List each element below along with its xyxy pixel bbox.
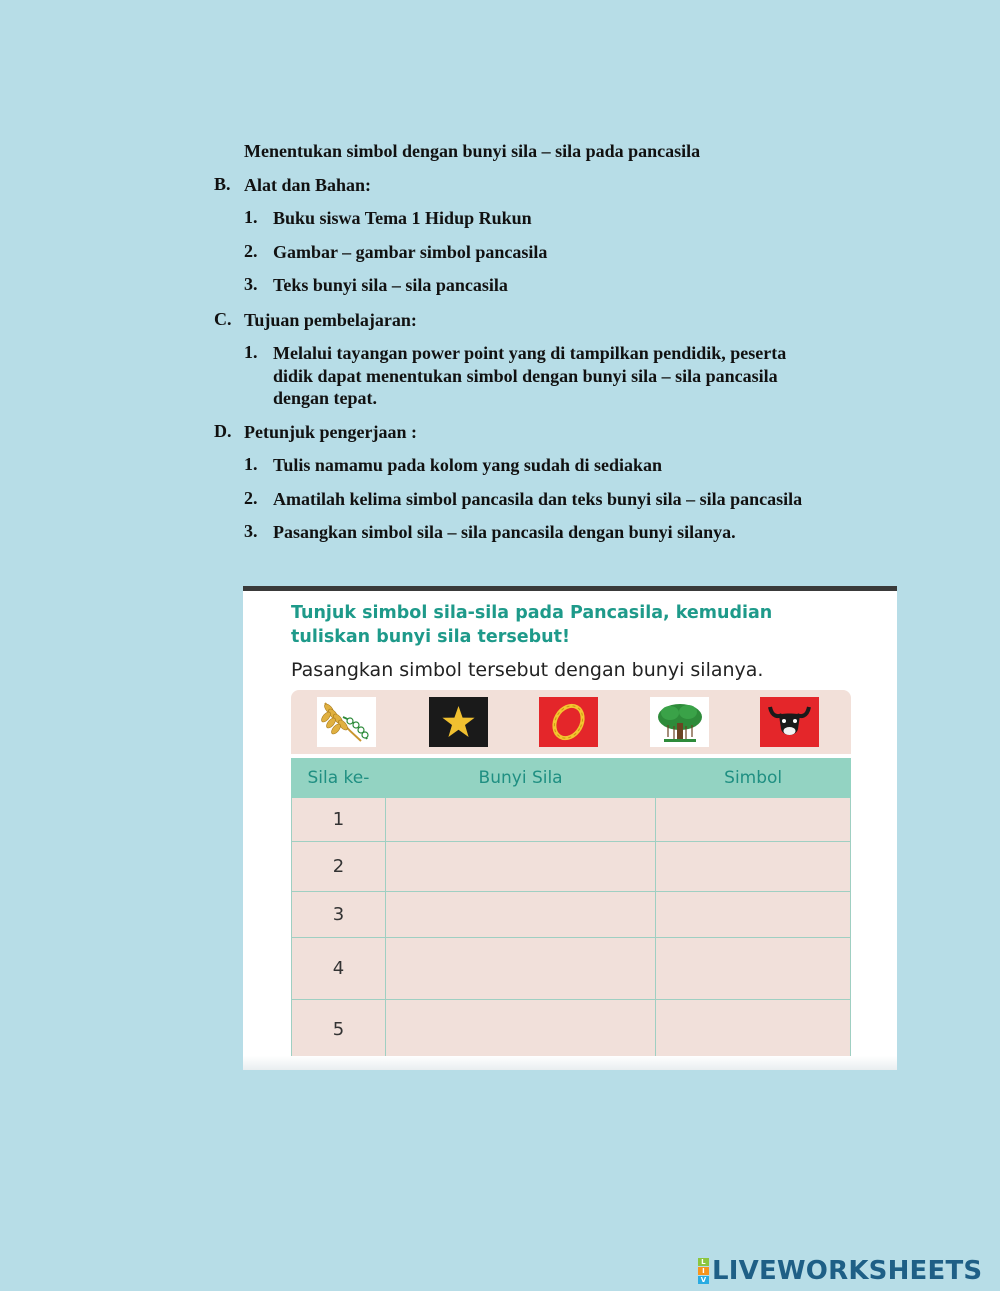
section-d-item-3: Pasangkan simbol sila – sila pancasila dengan bunyi silanya. <box>273 522 736 542</box>
table-row <box>292 798 851 842</box>
section-d-item-1: Tulis namamu pada kolom yang sudah di sediakan <box>273 455 662 475</box>
bunyi-sila-cell[interactable] <box>385 1000 655 1060</box>
star-icon[interactable] <box>429 697 488 747</box>
table-row <box>292 1000 851 1060</box>
bunyi-sila-cell[interactable] <box>385 892 655 938</box>
section-c-item-1-num: 1. <box>244 342 258 362</box>
bull-head-icon[interactable] <box>760 697 819 747</box>
worksheet-panel <box>243 586 897 1070</box>
sila-number: 5 <box>292 1000 386 1060</box>
symbol-strip <box>291 690 851 754</box>
worksheet-instruction-2: Pasangkan simbol tersebut dengan bunyi silanya. <box>291 659 764 681</box>
bunyi-sila-cell[interactable] <box>385 842 655 892</box>
section-b-title: Alat dan Bahan: <box>244 175 372 195</box>
section-b-item-3-num: 3. <box>244 274 258 294</box>
simbol-cell[interactable] <box>656 892 851 938</box>
table-row <box>292 842 851 892</box>
bunyi-sila-cell[interactable] <box>385 798 655 842</box>
header-simbol: Simbol <box>656 759 851 798</box>
section-b-item-2: Gambar – gambar simbol pancasila <box>273 242 548 262</box>
section-b-item-3: Teks bunyi sila – sila pancasila <box>273 275 508 295</box>
section-d-item-2: Amatilah kelima simbol pancasila dan teks bunyi sila – sila pancasila <box>273 489 803 509</box>
section-d-letter: D. <box>214 421 232 441</box>
worksheet-instruction-line-1: Tunjuk simbol sila-sila pada Pancasila, kemudian <box>291 603 773 623</box>
answer-table <box>291 758 851 1060</box>
simbol-cell[interactable] <box>656 798 851 842</box>
sila-number: 3 <box>292 892 386 938</box>
simbol-cell[interactable] <box>656 938 851 1000</box>
worksheet-instruction-line-2: tuliskan bunyi sila tersebut! <box>291 627 570 647</box>
logo-letter: V <box>698 1276 709 1284</box>
chain-icon[interactable] <box>539 697 598 747</box>
table-row <box>292 892 851 938</box>
section-d-item-1-num: 1. <box>244 454 258 474</box>
simbol-cell[interactable] <box>656 842 851 892</box>
section-b-item-2-num: 2. <box>244 241 258 261</box>
bunyi-sila-cell[interactable] <box>385 938 655 1000</box>
intro-text: Menentukan simbol dengan bunyi sila – sila pada pancasila <box>244 141 701 161</box>
header-sila: Sila ke- <box>292 759 386 798</box>
padi-kapas-icon[interactable] <box>317 697 376 747</box>
section-c-item-1-line-2: didik dapat menentukan simbol dengan bunyi sila – sila pancasila <box>273 366 778 386</box>
section-c-item-1-line-3: dengan tepat. <box>273 388 378 408</box>
section-b-letter: B. <box>214 174 231 194</box>
section-b-item-1: Buku siswa Tema 1 Hidup Rukun <box>273 208 532 228</box>
logo-text: LIVEWORKSHEETS <box>712 1256 983 1286</box>
section-d-item-2-num: 2. <box>244 488 258 508</box>
table-row <box>292 938 851 1000</box>
simbol-cell[interactable] <box>656 1000 851 1060</box>
liveworksheets-logo[interactable] <box>698 1257 982 1285</box>
logo-letter: L <box>698 1258 709 1266</box>
section-c-letter: C. <box>214 309 232 329</box>
section-c-item-1-line-1: Melalui tayangan power point yang di tampilkan pendidik, peserta <box>273 343 787 363</box>
header-bunyi-sila: Bunyi Sila <box>385 759 655 798</box>
section-b-item-1-num: 1. <box>244 207 258 227</box>
section-d-item-3-num: 3. <box>244 521 258 541</box>
sila-number: 2 <box>292 842 386 892</box>
section-d-title: Petunjuk pengerjaan : <box>244 422 418 442</box>
section-c-title: Tujuan pembelajaran: <box>244 310 417 330</box>
panel-shadow <box>243 1056 897 1070</box>
worksheet-instruction <box>291 601 851 649</box>
sila-number: 4 <box>292 938 386 1000</box>
sila-number: 1 <box>292 798 386 842</box>
logo-letter: I <box>698 1267 709 1275</box>
banyan-tree-icon[interactable] <box>650 697 709 747</box>
logo-mark-icon <box>698 1258 709 1284</box>
